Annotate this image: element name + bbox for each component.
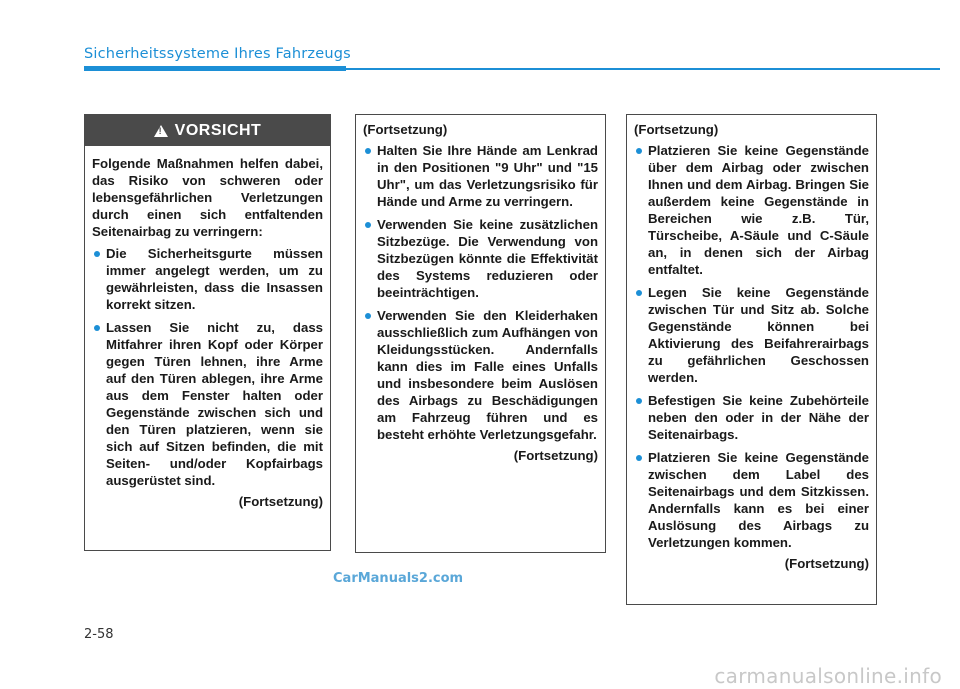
header-rule-thick <box>84 66 346 71</box>
continued-heading: (Fortsetzung) <box>363 122 448 137</box>
caution-content <box>85 146 330 510</box>
continued-content-2 <box>627 115 876 572</box>
section-title: Sicherheitssysteme Ihres Fahrzeugs <box>84 46 351 62</box>
bullet-list <box>634 142 869 551</box>
bullet-item: Halten Sie Ihre Hände am Lenkrad in den Positionen "9 Uhr" und "15 Uhr", um das Verletzungsrisiko für Hände und Arme zu verringern. <box>363 142 598 210</box>
caution-header <box>85 115 330 146</box>
continued-box-1 <box>355 114 606 553</box>
footer-watermark: carmanualsonline.info <box>714 664 942 688</box>
continued-note: (Fortsetzung) <box>513 448 598 463</box>
page-number: 2-58 <box>84 627 114 642</box>
caution-intro: Folgende Maßnahmen helfen dabei, das Risiko von schweren oder lebensgefährlichen Verletzungen durch einen sich entfaltenden Seitenairbag zu verringern: <box>92 156 323 239</box>
caution-label: VORSICHT <box>174 121 262 139</box>
bullet-item: Verwenden Sie keine zusätzlichen Sitzbezüge. Die Verwendung von Sitzbezügen könnte die Effektivität des Systems reduzieren oder beeinträchtigen. <box>363 216 598 301</box>
bullet-item: Befestigen Sie keine Zubehörteile neben den oder in der Nähe der Seitenairbags. <box>634 392 869 443</box>
header-rule-thin <box>346 68 940 70</box>
continued-box-2 <box>626 114 877 605</box>
bullet-item: Platzieren Sie keine Gegenstände zwischen dem Label des Seitenairbags und dem Sitzkissen. Andernfalls kann es bei einer Auslösung des Airbags zu Verletzungen kommen. <box>634 449 869 551</box>
watermark-link[interactable]: CarManuals2.com <box>333 571 464 586</box>
bullet-item: Platzieren Sie keine Gegenstände über dem Airbag oder zwischen Ihnen und dem Airbag. Bringen Sie außerdem keine Gegenstände in Bereichen wie z.B. Tür, Türscheibe, A-Säule und C-Säule an, in denen sich der Airbag entfaltet. <box>634 142 869 278</box>
caution-box <box>84 114 331 551</box>
continued-note: (Fortsetzung) <box>784 556 869 571</box>
warning-triangle-icon <box>154 125 168 137</box>
continued-heading: (Fortsetzung) <box>634 122 719 137</box>
caution-bullet-list <box>92 245 323 489</box>
bullet-item: Lassen Sie nicht zu, dass Mitfahrer ihren Kopf oder Körper gegen Türen lehnen, ihre Arme auf den Türen ablegen, ihre Arme aus dem Fenster halten oder Gegenstände zwischen sich und den Türen platzieren, wenn sie sich auf Sitzen befinden, die mit Seiten- und/oder Kopfairbags ausgerüstet sind. <box>92 319 323 489</box>
bullet-item: Die Sicherheitsgurte müssen immer angelegt werden, um zu gewährleisten, dass die Insassen korrekt sitzen. <box>92 245 323 313</box>
bullet-item: Legen Sie keine Gegenstände zwischen Tür und Sitz ab. Solche Gegenstände können bei Aktivierung des Beifahrerairbags zu gefährlichen Geschossen werden. <box>634 284 869 386</box>
continued-note: (Fortsetzung) <box>238 494 323 509</box>
bullet-item: Verwenden Sie den Kleiderhaken ausschließlich zum Aufhängen von Kleidungsstücken. Andernfalls kann dies im Falle eines Unfalls und insbesondere beim Auslösen des Airbags zu Beschädigungen am Fahrzeug führen und es besteht erhöhte Verletzungsgefahr. <box>363 307 598 443</box>
continued-content-1 <box>356 115 605 464</box>
bullet-list <box>363 142 598 443</box>
